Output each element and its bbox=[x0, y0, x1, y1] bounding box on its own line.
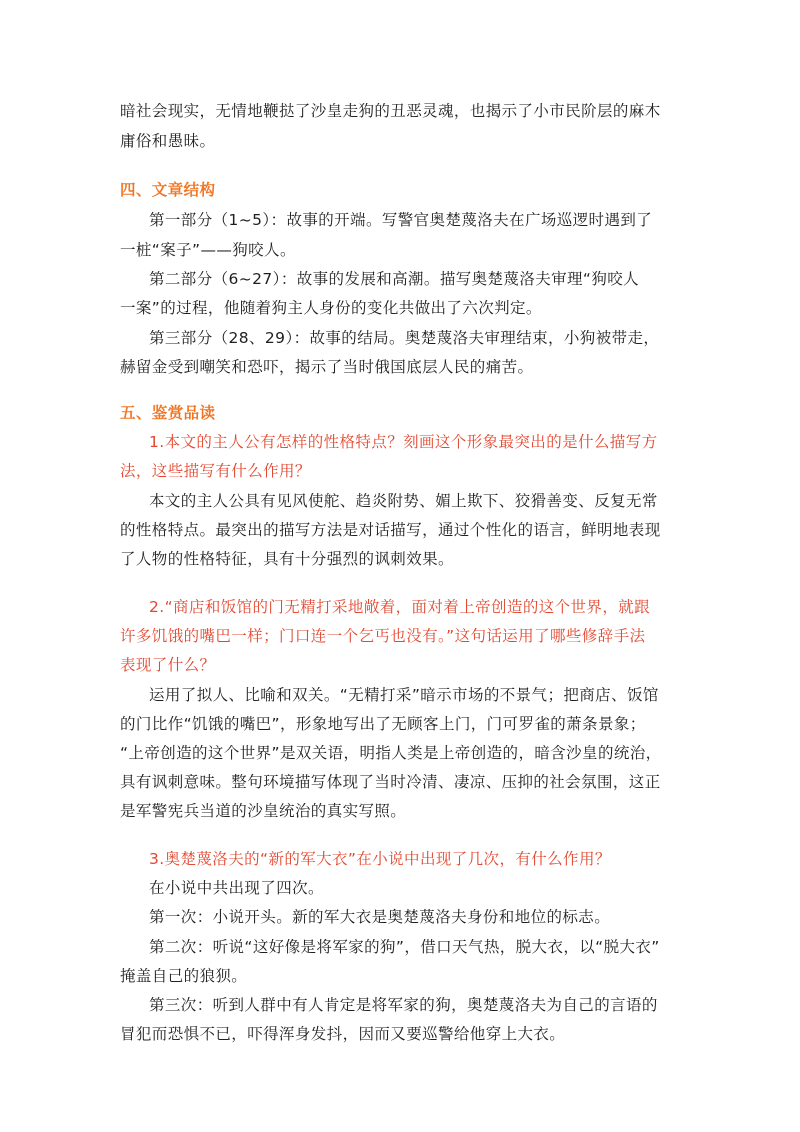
question-line: 2.“商店和饭馆的门无精打采地敞着，面对着上帝创造的这个世界，就跟 bbox=[149, 598, 651, 616]
question-line: 许多饥饿的嘴巴一样；门口连一个乞丐也没有。”这句话运用了哪些修辞手法 bbox=[120, 627, 646, 645]
body-text-line: 运用了拟人、比喻和双关。“无精打采”暗示市场的不景气；把商店、饭馆 bbox=[149, 686, 659, 704]
body-text-line: 一桩“案子”——狗咬人。 bbox=[120, 241, 296, 259]
body-text-line: 的性格特点。最突出的描写方法是对话描写，通过个性化的语言，鲜明地表现 bbox=[120, 521, 661, 539]
body-text-line: 第三次：听到人群中有人肯定是将军家的狗，奥楚蔑洛夫为自己的言语的 bbox=[149, 996, 658, 1014]
body-text-line: 的门比作“饥饿的嘴巴”，形象地写出了无顾客上门，门可罗雀的萧条景象； bbox=[120, 715, 646, 733]
body-text-line: 是军警宪兵当道的沙皇统治的真实写照。 bbox=[120, 802, 407, 820]
body-text-line: 掩盖自己的狼狈。 bbox=[120, 967, 248, 985]
section-heading-structure: 四、文章结构 bbox=[120, 181, 216, 199]
body-text-line: 第二次：听说“这好像是将军家的狗”，借口天气热，脱大衣，以“脱大衣” bbox=[149, 938, 660, 956]
body-text-line: 冒犯而恐惧不已，吓得浑身发抖，因而又要巡警给他穿上大衣。 bbox=[120, 1025, 566, 1043]
body-text-line: 第一次：小说开头。新的军大衣是奥楚蔑洛夫身份和地位的标志。 bbox=[149, 908, 611, 926]
question-line: 法，这些描写有什么作用？ bbox=[120, 462, 311, 480]
body-text-line: 庸俗和愚昧。 bbox=[120, 132, 216, 150]
question-line: 表现了什么？ bbox=[120, 656, 216, 674]
body-text-line: 本文的主人公具有见风使舵、趋炎附势、媚上欺下、狡猾善变、反复无常 bbox=[149, 492, 658, 510]
body-text-line: 第二部分（6~27）：故事的发展和高潮。描写奥楚蔑洛夫审理“狗咬人 bbox=[149, 270, 640, 288]
section-heading-appreciation: 五、鉴赏品读 bbox=[120, 404, 216, 422]
body-text-line: 第一部分（1~5）：故事的开端。写警官奥楚蔑洛夫在广场巡逻时遇到了 bbox=[149, 211, 653, 229]
body-text-line: 在小说中共出现了四次。 bbox=[149, 879, 324, 897]
body-text-line: 赫留金受到嘲笑和恐吓，揭示了当时俄国底层人民的痛苦。 bbox=[120, 358, 534, 376]
body-text-line: 一案”的过程，他随着狗主人身份的变化共做出了六次判定。 bbox=[120, 299, 542, 317]
body-text-line: 暗社会现实，无情地鞭挞了沙皇走狗的丑恶灵魂，也揭示了小市民阶层的麻木 bbox=[120, 102, 661, 120]
body-text-line: 具有讽刺意味。整句环境描写体现了当时冷清、凄凉、压抑的社会氛围，这正 bbox=[120, 773, 661, 791]
body-text-line: “上帝创造的这个世界”是双关语，明指人类是上帝创造的，暗含沙皇的统治， bbox=[120, 744, 662, 762]
question-line: 1.本文的主人公有怎样的性格特点？刻画这个形象最突出的是什么描写方 bbox=[149, 433, 658, 451]
body-text-line: 了人物的性格特征，具有十分强烈的讽刺效果。 bbox=[120, 550, 454, 568]
question-line: 3.奥楚蔑洛夫的“新的军大衣”在小说中出现了几次，有什么作用？ bbox=[149, 850, 611, 868]
body-text-line: 第三部分（28、29）：故事的结局。奥楚蔑洛夫审理结束，小狗被带走， bbox=[149, 329, 660, 347]
